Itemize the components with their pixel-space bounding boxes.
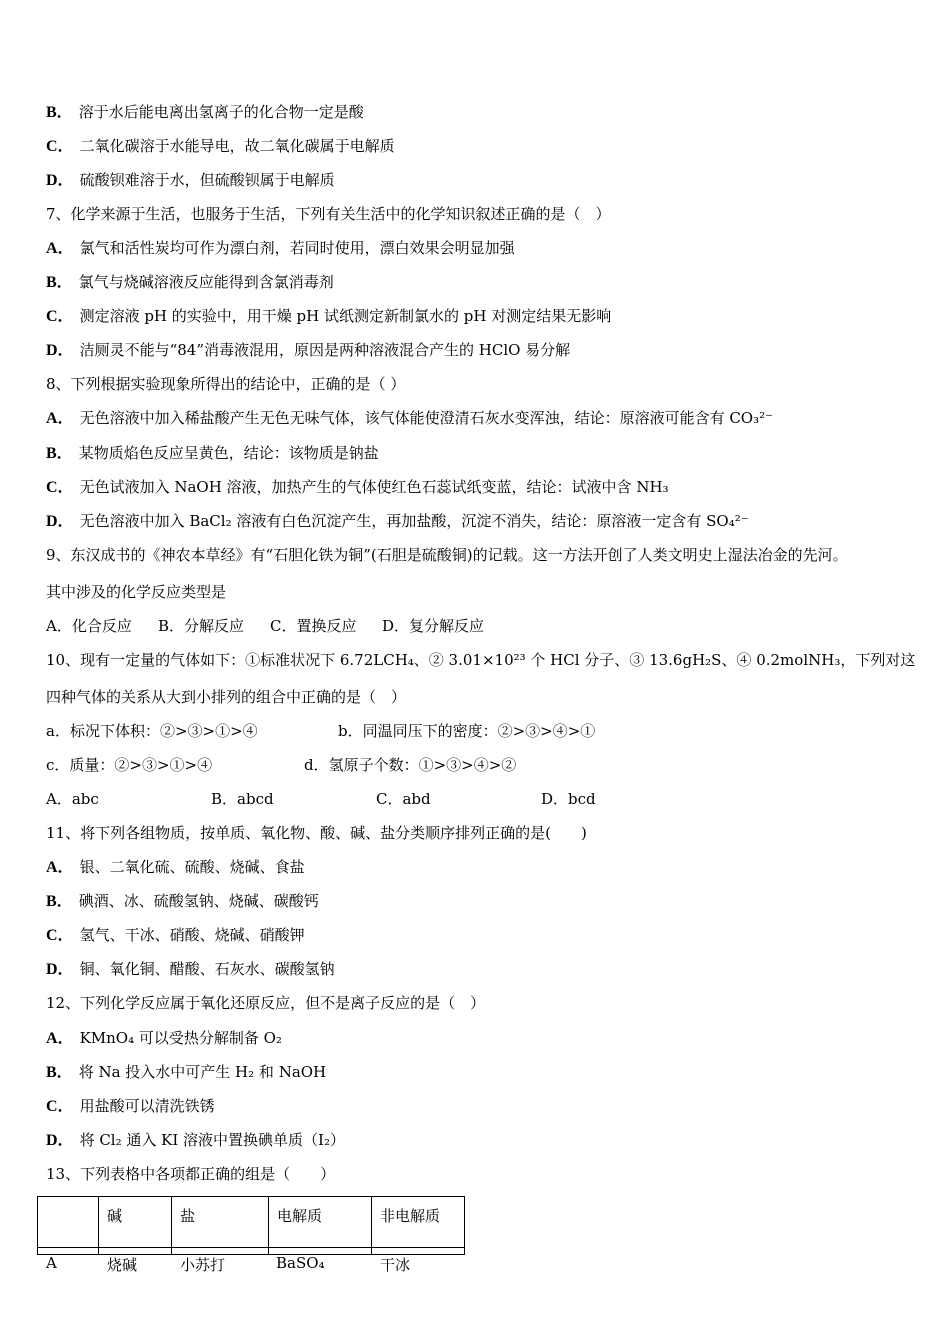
option-label: C．	[46, 927, 74, 944]
text-line	[46, 340, 570, 361]
text-line	[46, 102, 364, 123]
table-header-cell: 碱	[99, 1197, 172, 1248]
option-label: A．	[46, 1030, 74, 1047]
q10-items-cd	[46, 755, 516, 775]
text-line	[46, 650, 915, 670]
table-cell: A	[46, 1254, 57, 1272]
q9-option-a: A．化合反应	[46, 617, 132, 635]
line-text: 测定溶液 pH 的实验中，用干燥 pH 试纸测定新制氯水的 pH 对测定结果无影响	[79, 307, 612, 325]
text-line	[46, 891, 319, 912]
table-header-cell: 电解质	[269, 1197, 372, 1248]
line-text: 无色试液加入 NaOH 溶液，加热产生的气体使红色石蕊试纸变蓝，结论：试液中含 NH₃	[79, 478, 669, 496]
text-line	[46, 1130, 345, 1151]
q10-option-c: C．abd	[376, 790, 431, 808]
option-label: B．	[46, 445, 73, 462]
q10-option-a: A．abc	[46, 790, 99, 808]
line-text: 12、下列化学反应属于氧化还原反应，但不是离子反应的是（ ）	[46, 994, 486, 1012]
option-label: D．	[46, 961, 74, 978]
q10-item-b: b．同温同压下的密度：②>③>④>①	[338, 722, 596, 740]
q9-options	[46, 616, 484, 636]
table-cell: BaSO₄	[276, 1254, 325, 1272]
line-text: KMnO₄ 可以受热分解制备 O₂	[79, 1029, 282, 1047]
line-text: 氯气与烧碱溶液反应能得到含氯消毒剂	[78, 273, 334, 291]
text-line	[46, 857, 305, 878]
option-label: C．	[46, 1098, 74, 1115]
q10-item-d: d．氢原子个数：①>③>④>②	[304, 756, 517, 774]
option-label: C．	[46, 138, 74, 155]
line-text: 银、二氧化硫、硫酸、烧碱、食盐	[79, 858, 305, 876]
q10-option-b: B．abcd	[211, 790, 274, 808]
option-label: C．	[46, 308, 74, 325]
line-text: 将 Na 投入水中可产生 H₂ 和 NaOH	[78, 1063, 327, 1081]
option-label: D．	[46, 342, 74, 359]
text-line	[46, 238, 515, 259]
q10-options	[46, 789, 596, 809]
option-label: A．	[46, 859, 74, 876]
table-cell: 干冰	[380, 1256, 411, 1274]
text-line	[46, 170, 335, 191]
line-text: 二氧化碳溶于水能导电，故二氧化碳属于电解质	[79, 137, 395, 155]
line-text: 10、现有一定量的气体如下：①标准状况下 6.72LCH₄、② 3.01×10²³ 个 HCl 分子、③ 13.6gH₂S、④ 0.2molNH₃，下列对这	[46, 651, 916, 669]
line-text: 用盐酸可以清洗铁锈	[79, 1097, 215, 1115]
text-line	[46, 272, 334, 293]
line-text: 8、下列根据实验现象所得出的结论中，正确的是（ ）	[46, 375, 406, 393]
option-label: C．	[46, 479, 74, 496]
text-line	[46, 408, 773, 429]
option-label: B．	[46, 274, 73, 291]
line-text: 13、下列表格中各项都正确的组是（ ）	[46, 1165, 336, 1183]
option-label: A．	[46, 240, 74, 257]
text-line	[46, 1096, 215, 1117]
line-text: 硫酸钡难溶于水，但硫酸钡属于电解质	[79, 171, 335, 189]
option-label: D．	[46, 1132, 74, 1149]
table-header-cell	[38, 1197, 99, 1248]
text-line	[46, 993, 485, 1013]
line-text: 无色溶液中加入稀盐酸产生无色无味气体，该气体能使澄清石灰水变浑浊，结论：原溶液可能含有 CO₃²⁻	[79, 409, 774, 427]
text-line	[46, 136, 395, 157]
table-cell: 烧碱	[107, 1256, 138, 1274]
q9-option-d: D．复分解反应	[382, 617, 485, 635]
line-text: 其中涉及的化学反应类型是	[46, 583, 227, 601]
text-line	[46, 1028, 282, 1049]
option-label: B．	[46, 893, 73, 910]
table-header-cell: 非电解质	[372, 1197, 465, 1248]
text-line	[46, 545, 848, 565]
line-text: 氯气和活性炭均可作为漂白剂，若同时使用，漂白效果会明显加强	[79, 239, 515, 257]
text-line	[46, 477, 669, 498]
line-text: 7、化学来源于生活，也服务于生活，下列有关生活中的化学知识叙述正确的是（ ）	[46, 205, 611, 223]
q10-item-c: c．质量：②>③>①>④	[46, 756, 213, 774]
text-line	[46, 204, 611, 224]
q9-option-c: C．置换反应	[270, 617, 357, 635]
line-text: 四种气体的关系从大到小排列的组合中正确的是（ ）	[46, 688, 407, 706]
text-line	[46, 306, 611, 327]
line-text: 碘酒、冰、硫酸氢钠、烧碱、碳酸钙	[78, 892, 319, 910]
option-label: A．	[46, 410, 74, 427]
text-line	[46, 1062, 326, 1083]
q10-option-d: D．bcd	[541, 790, 596, 808]
line-text: 9、东汉成书的《神农本草经》有“石胆化铁为铜”(石胆是硫酸铜)的记载。这一方法开创了人类文明史上湿法冶金的先河。	[46, 546, 848, 564]
line-text: 将 Cl₂ 通入 KI 溶液中置换碘单质（I₂）	[79, 1131, 345, 1149]
line-text: 溶于水后能电离出氢离子的化合物一定是酸	[78, 103, 364, 121]
text-line	[46, 925, 305, 946]
option-label: B．	[46, 104, 73, 121]
option-label: D．	[46, 172, 74, 189]
line-text: 11、将下列各组物质，按单质、氧化物、酸、碱、盐分类顺序排列正确的是( )	[46, 824, 587, 842]
table-cell: 小苏打	[180, 1256, 226, 1274]
line-text: 洁厕灵不能与“84”消毒液混用，原因是两种溶液混合产生的 HClO 易分解	[79, 341, 571, 359]
text-line	[46, 582, 226, 602]
line-text: 氢气、干冰、硝酸、烧碱、硝酸钾	[79, 926, 305, 944]
q10-items-ab	[46, 721, 595, 741]
option-label: B．	[46, 1064, 73, 1081]
line-text: 无色溶液中加入 BaCl₂ 溶液有白色沉淀产生，再加盐酸，沉淀不消失，结论：原溶液一定含有 SO₄²⁻	[79, 512, 749, 530]
line-text: 某物质焰色反应呈黄色，结论：该物质是钠盐	[78, 444, 379, 462]
text-line	[46, 511, 749, 532]
q9-option-b: B．分解反应	[158, 617, 245, 635]
q10-item-a: a．标况下体积：②>③>①>④	[46, 722, 258, 740]
text-line	[46, 443, 379, 464]
q13-table	[37, 1196, 465, 1255]
table-header-cell: 盐	[172, 1197, 269, 1248]
text-line	[46, 1164, 335, 1184]
text-line	[46, 687, 406, 707]
text-line	[46, 374, 405, 394]
option-label: D．	[46, 513, 74, 530]
line-text: 铜、氧化铜、醋酸、石灰水、碳酸氢钠	[79, 960, 335, 978]
text-line	[46, 823, 587, 843]
text-line	[46, 959, 335, 980]
